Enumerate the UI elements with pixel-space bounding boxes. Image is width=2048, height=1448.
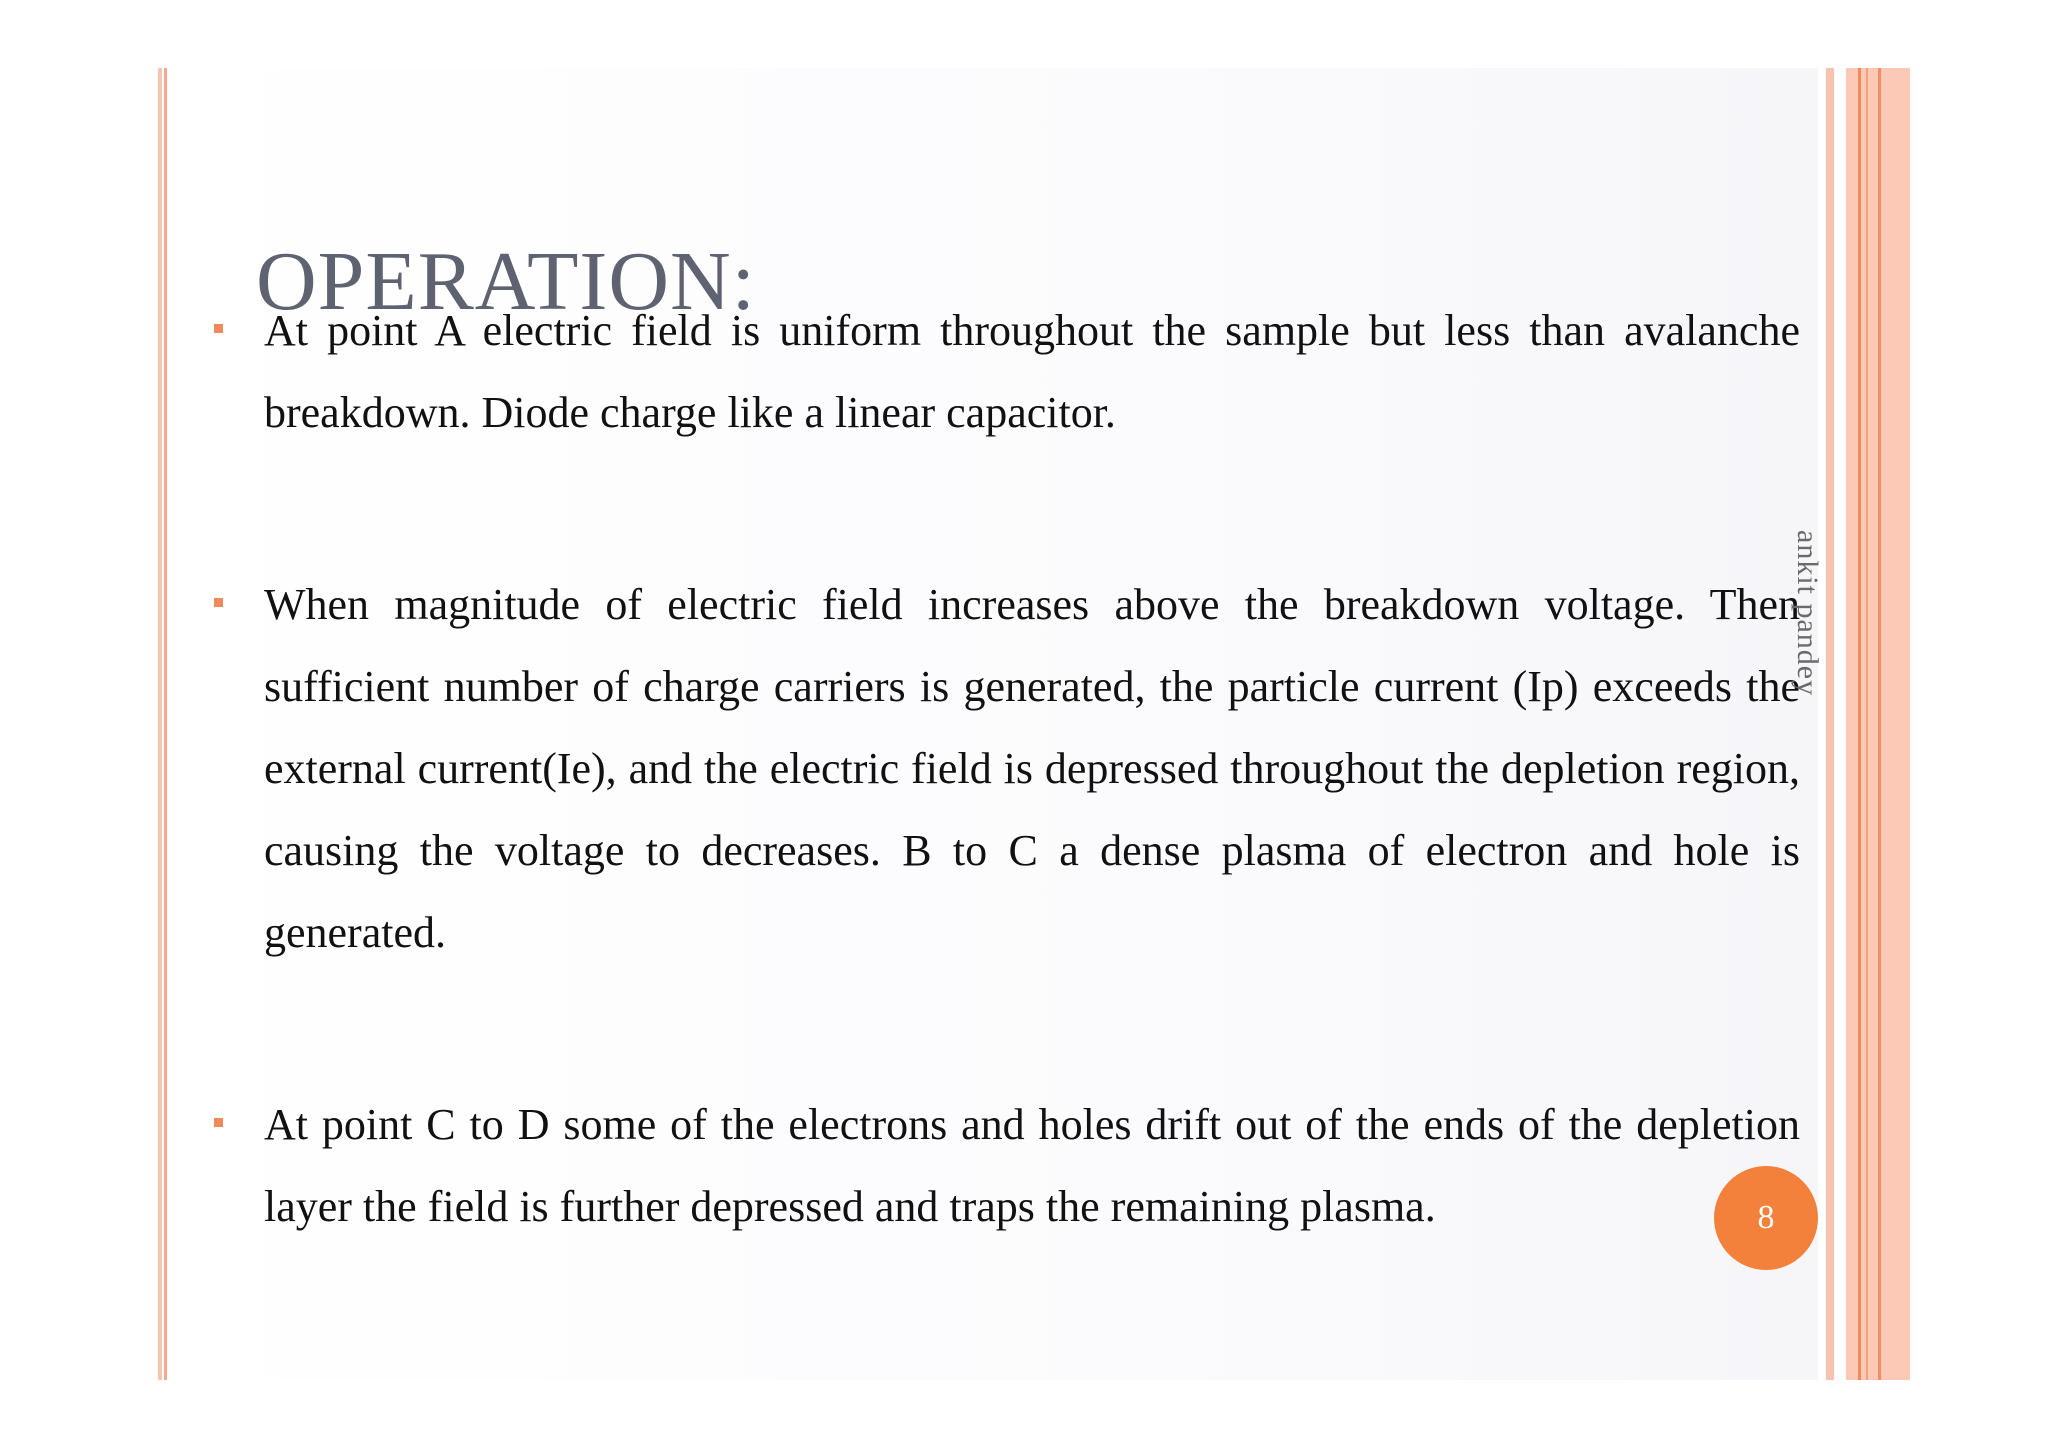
bullet-square-icon: [214, 1118, 223, 1127]
right-decor-line: [1878, 68, 1881, 1380]
bullet-text: When magnitude of electric field increases above the breakdown voltage. Then sufficient number of charge carriers is generated, the particle current (Ip) exceeds the external current(Ie), and the electric field is depressed throughout the depletion region, causing the voltage to decreases. B to C a dense plasma of electron and hole is generated.: [264, 580, 1800, 957]
bullet-text: At point A electric field is uniform throughout the sample but less than avalanche breakdown. Diode charge like a linear capacitor.: [264, 306, 1800, 437]
bullet-item: [264, 1084, 1800, 1248]
slide-content: [264, 290, 1800, 1248]
bullet-text: At point C to D some of the electrons and holes drift out of the ends of the depletion layer the field is further depressed and traps the remaining plasma.: [264, 1100, 1800, 1231]
right-decor-line: [1866, 68, 1868, 1380]
bullet-square-icon: [214, 598, 223, 607]
right-decor-bar: [1826, 68, 1834, 1380]
author-watermark: ankit pandey: [1791, 530, 1824, 697]
left-decor-bar: [158, 68, 162, 1380]
right-decor-line: [1858, 68, 1861, 1380]
left-decor-bar: [164, 68, 167, 1380]
slide-title: OPERATION:: [256, 235, 757, 328]
page-number: 8: [1757, 1199, 1775, 1236]
bullet-item: [264, 564, 1800, 974]
bullet-square-icon: [214, 324, 223, 333]
page-number-badge: [1714, 1166, 1818, 1270]
